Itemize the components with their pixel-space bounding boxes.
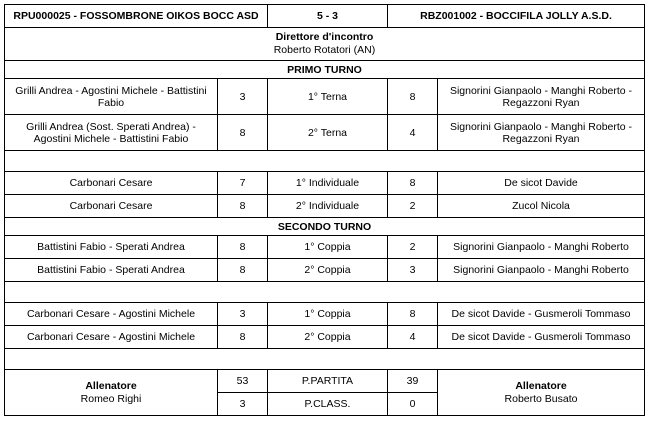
home-score: 8 [218,195,268,218]
home-score: 7 [218,172,268,195]
class-away: 0 [388,393,438,416]
home-players: Carbonari Cesare [5,172,218,195]
game-row [5,195,645,218]
partita-label: P.PARTITA [268,370,388,393]
home-players: Grilli Andrea (Sost. Sperati Andrea) - Agostini Michele - Battistini Fabio [5,115,218,151]
game-row [5,172,645,195]
home-score: 8 [218,236,268,259]
home-coach-cell [5,370,218,416]
away-coach-cell [438,370,645,416]
game-row [5,326,645,349]
home-score: 8 [218,259,268,282]
home-score: 3 [218,79,268,115]
home-team: RPU000025 - FOSSOMBRONE OIKOS BOCC ASD [5,5,268,28]
match-report-table [4,4,645,416]
spacer-cell [5,282,645,303]
game-type: 2° Coppia [268,259,388,282]
away-players: Signorini Gianpaolo - Manghi Roberto [438,259,645,282]
game-row [5,236,645,259]
spacer-cell [5,349,645,370]
away-score: 2 [388,195,438,218]
partita-home: 53 [218,370,268,393]
home-coach-label: Allenatore [85,379,137,392]
section-title: SECONDO TURNO [5,218,645,236]
game-type: 2° Terna [268,115,388,151]
home-score: 8 [218,115,268,151]
match-score: 5 - 3 [268,5,388,28]
section-secondo-turno [5,218,645,236]
director-row [5,28,645,61]
spacer-row [5,282,645,303]
away-players: De sicot Davide - Gusmeroli Tommaso [438,303,645,326]
away-players: Signorini Gianpaolo - Manghi Roberto [438,236,645,259]
section-primo-turno [5,61,645,79]
game-type: 1° Coppia [268,303,388,326]
home-players: Carbonari Cesare - Agostini Michele [5,303,218,326]
home-score: 8 [218,326,268,349]
spacer-cell [5,151,645,172]
away-players: De sicot Davide - Gusmeroli Tommaso [438,326,645,349]
home-players: Grilli Andrea - Agostini Michele - Battistini Fabio [5,79,218,115]
spacer-row [5,151,645,172]
game-type: 1° Individuale [268,172,388,195]
spacer-row [5,349,645,370]
game-row [5,259,645,282]
game-type: 2° Individuale [268,195,388,218]
partita-away: 39 [388,370,438,393]
director-cell [5,28,645,61]
match-header-row [5,5,645,28]
away-score: 8 [388,172,438,195]
home-players: Battistini Fabio - Sperati Andrea [5,259,218,282]
away-players: Signorini Gianpaolo - Manghi Roberto - Regazzoni Ryan [438,79,645,115]
away-score: 4 [388,115,438,151]
game-row [5,79,645,115]
home-players: Battistini Fabio - Sperati Andrea [5,236,218,259]
director-name: Roberto Rotatori (AN) [273,44,376,56]
away-score: 2 [388,236,438,259]
home-players: Carbonari Cesare [5,195,218,218]
class-label: P.CLASS. [268,393,388,416]
game-type: 2° Coppia [268,326,388,349]
home-score: 3 [218,303,268,326]
section-title: PRIMO TURNO [5,61,645,79]
game-row [5,115,645,151]
game-type: 1° Coppia [268,236,388,259]
home-players: Carbonari Cesare - Agostini Michele [5,326,218,349]
away-players: Zucol Nicola [438,195,645,218]
away-score: 8 [388,79,438,115]
home-coach-name: Romeo Righi [80,392,142,405]
footer-row-partita [5,370,645,393]
away-score: 4 [388,326,438,349]
away-team: RBZ001002 - BOCCIFILA JOLLY A.S.D. [388,5,645,28]
away-score: 8 [388,303,438,326]
game-type: 1° Terna [268,79,388,115]
away-players: Signorini Gianpaolo - Manghi Roberto - Regazzoni Ryan [438,115,645,151]
director-label: Direttore d'incontro [275,31,374,43]
class-home: 3 [218,393,268,416]
away-score: 3 [388,259,438,282]
away-players: De sicot Davide [438,172,645,195]
away-coach-label: Allenatore [515,379,567,392]
game-row [5,303,645,326]
away-coach-name: Roberto Busato [504,392,578,405]
